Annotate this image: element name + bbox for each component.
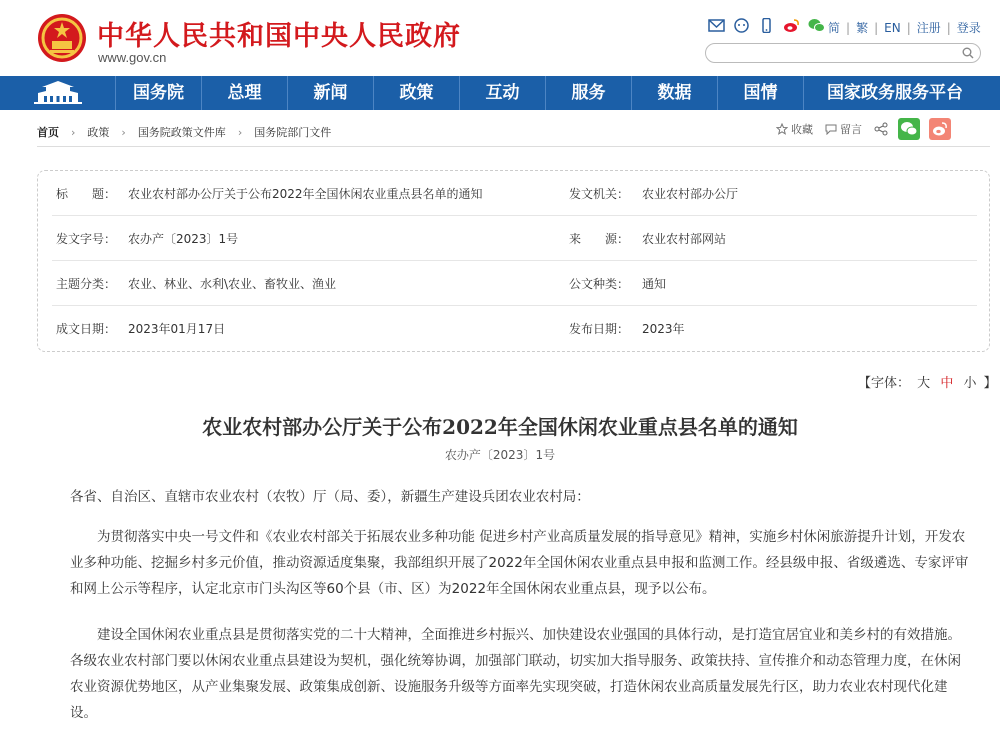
info-row (52, 306, 977, 351)
nav-item-zongli[interactable]: 总理 (202, 76, 288, 110)
nav-item-hudong[interactable]: 互动 (460, 76, 546, 110)
article-doc-number: 农办产〔2023〕1号 (444, 448, 556, 462)
font-size-switcher (858, 372, 997, 391)
info-row (52, 216, 977, 261)
pubdate-value: 2023年 (642, 322, 685, 336)
article-salutation: 各省、自治区、直辖市农业农村（农牧）厅（局、委），新疆生产建设兵团农业农村局： (70, 489, 590, 505)
wechat-icon (898, 118, 920, 140)
site-header (0, 0, 1000, 76)
main-nav (0, 76, 1000, 110)
font-size-large[interactable]: 大 (917, 376, 931, 391)
font-size-small[interactable]: 小 (963, 376, 977, 391)
search-input[interactable] (716, 46, 956, 60)
weibo-icon[interactable] (783, 18, 800, 33)
date-label: 成文日期： (56, 322, 117, 336)
article-title: 农业农村部办公厅关于公布2022年全国休闲农业重点县名单的通知 (202, 415, 798, 439)
weibo-icon (929, 118, 951, 140)
source-label: 来 源： (569, 232, 630, 246)
pubdate-label: 发布日期： (569, 322, 630, 336)
star-icon (776, 123, 788, 135)
top-icon-bar (708, 18, 825, 33)
nav-item-guowuyuan[interactable]: 国务院 (116, 76, 202, 110)
mail-icon[interactable] (708, 18, 725, 33)
type-label: 公文种类： (569, 277, 630, 291)
document-info-table (37, 170, 990, 352)
lang-traditional-link[interactable]: 繁 (856, 21, 869, 35)
comment-label: 留言 (840, 123, 862, 136)
register-link[interactable]: 注册 (916, 21, 941, 35)
mobile-icon[interactable] (758, 18, 775, 33)
search-box[interactable] (705, 43, 981, 63)
favorite-label: 收藏 (791, 123, 813, 136)
title-label: 标 题： (56, 187, 117, 201)
divider: | (846, 20, 851, 35)
breadcrumb-home[interactable]: 首页 (37, 126, 59, 139)
lang-simplified-link[interactable]: 简 (828, 21, 841, 35)
favorite-button[interactable] (776, 121, 813, 137)
issuer-label: 发文机关： (569, 187, 630, 201)
info-row (52, 171, 977, 216)
topic-value: 农业、林业、水利\农业、畜牧业、渔业 (128, 277, 337, 291)
type-value: 通知 (642, 277, 667, 291)
weixin-circle-icon[interactable] (733, 18, 750, 33)
top-links (828, 19, 981, 36)
chevron-right-icon: › (237, 125, 243, 139)
source-value: 农业农村部网站 (642, 232, 727, 246)
login-link[interactable]: 登录 (956, 21, 981, 35)
article-paragraph: 为贯彻落实中央一号文件和《农业农村部关于拓展农业多种功能 促进乡村产业高质量发展的指导意见》精神，实施乡村休闲旅游提升计划，开发农业多种功能、挖掘乡村多元价值，推动资源适度集聚，我部组织开展了2022年全国休闲农业重点县申报和监测工作。经县级申报、省级遴选、专家评审和网上公示等程序，认定北京市门头沟区等60个县（市、区）为2022年全国休闲农业重点县，现予以公布。 (70, 529, 969, 597)
font-size-suffix: 】 (983, 376, 997, 391)
issuer-value: 农业农村部办公厅 (642, 187, 739, 201)
nav-item-xinwen[interactable]: 新闻 (288, 76, 374, 110)
divider: | (906, 20, 911, 35)
wechat-icon[interactable] (808, 18, 825, 33)
nav-item-fuwu[interactable]: 服务 (546, 76, 632, 110)
tiananmen-icon (0, 76, 116, 110)
comment-button[interactable] (825, 121, 862, 137)
national-emblem-icon[interactable] (37, 12, 87, 64)
share-weibo-button[interactable] (929, 118, 951, 140)
nav-item-guoqing[interactable]: 国情 (718, 76, 804, 110)
docno-value: 农办产〔2023〕1号 (128, 232, 239, 246)
breadcrumb-policy[interactable]: 政策 (87, 126, 110, 139)
font-size-medium[interactable]: 中 (940, 376, 954, 391)
breadcrumb-department-docs[interactable]: 国务院部门文件 (254, 126, 332, 139)
site-url[interactable]: www.gov.cn (98, 50, 167, 65)
article-paragraph: 建设全国休闲农业重点县是贯彻落实党的二十大精神，全面推进乡村振兴、加快建设农业强国的具体行动，是打造宜居宜业和美乡村的有效措施。各级农业农村部门要以休闲农业重点县建设为契机，强化统筹协调，加强部门联动，切实加大指导服务、政策扶持、宣传推介和动态管理力度，在休闲农业资源优势地区，从产业集聚发展、政策集成创新、设施服务升级等方面率先实现突破，打造休闲农业高质量发展先行区，助力农业农村现代化建设。 (70, 627, 961, 721)
site-title[interactable]: 中华人民共和国中央人民政府 (97, 21, 461, 52)
breadcrumb (37, 124, 331, 140)
chevron-right-icon: › (71, 125, 76, 139)
nav-item-shuju[interactable]: 数据 (632, 76, 718, 110)
nav-home-tiananmen[interactable] (0, 76, 116, 110)
topic-label: 主题分类： (56, 277, 117, 291)
share-icon[interactable] (874, 122, 888, 136)
comment-icon (825, 123, 837, 135)
divider (37, 146, 990, 147)
divider: | (946, 20, 951, 35)
article-tools (776, 118, 951, 140)
chevron-right-icon: › (121, 125, 126, 139)
font-size-prefix: 【字体： (858, 376, 911, 391)
divider: | (874, 20, 879, 35)
lang-english-link[interactable]: EN (884, 20, 901, 35)
title-value: 农业农村部办公厅关于公布2022年全国休闲农业重点县名单的通知 (128, 187, 483, 201)
docno-label: 发文字号： (56, 232, 117, 246)
nav-item-zhengce[interactable]: 政策 (374, 76, 460, 110)
info-row (52, 261, 977, 306)
share-wechat-button[interactable] (898, 118, 920, 140)
breadcrumb-policy-library[interactable]: 国务院政策文件库 (137, 126, 226, 139)
nav-item-service-platform[interactable]: 国家政务服务平台 (827, 83, 963, 103)
date-value: 2023年01月17日 (128, 322, 226, 336)
search-icon[interactable] (962, 47, 974, 59)
